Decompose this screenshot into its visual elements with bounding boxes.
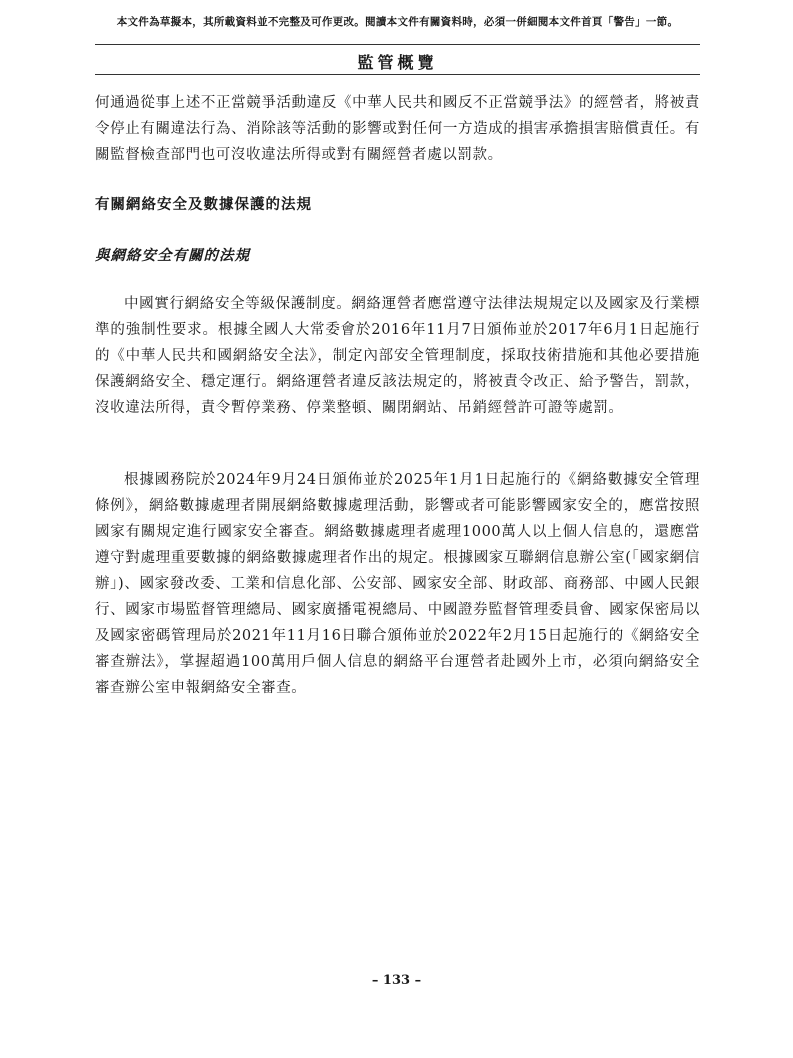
paragraph-network-data-regulation: 根據國務院於2024年9月24日頒佈並於2025年1月1日起施行的《網絡數據安全管理條例》，網絡數據處理者開展網絡數據處理活動，影響或者可能影響國家安全的，應當按照國家有關規定進行國家安全審查。網絡數據處理者處理1000萬人以上個人信息的，還應當遵守對處理重要數據的網絡數據處理者作出的規定。根據國家互聯網信息辦公室(「國家網信辦」)、國家發改委、工業和信息化部、公安部、國家安全部、財政部、商務部、中國人民銀行、國家市場監督管理總局、國家廣播電視總局、中國證券監督管理委員會、國家保密局以及國家密碼管理局於2021年11月16日聯合頒佈並於2022年2月15日起施行的《網絡安全審查辦法》，掌握超過100萬用戶個人信息的網絡平台運營者赴國外上市，必須向網絡安全審查辦公室申報網絡安全審查。 <box>95 472 700 696</box>
section-title: 監管概覽 <box>357 53 438 72</box>
draft-disclaimer: 本文件為草擬本，其所載資料並不完整及可作更改。閱讀本文件有關資料時，必須一併細閱本文件首頁「警告」一節。 <box>116 16 679 28</box>
header-rule-bottom <box>95 74 700 75</box>
intro-paragraph: 何通過從事上述不正當競爭活動違反《中華人民共和國反不正當競爭法》的經營者，將被責令停止有關違法行為、消除該等活動的影響或對任何一方造成的損害承擔損害賠償責任。有關監督檢查部門也可沒收違法所得或對有關經營者處以罰款。 <box>95 95 700 163</box>
subsection-heading: 與網絡安全有關的法規 <box>95 247 250 264</box>
section-heading: 有關網絡安全及數據保護的法規 <box>95 196 312 213</box>
header-rule-top <box>95 44 700 45</box>
paragraph-cybersecurity-law: 中國實行網絡安全等級保護制度。網絡運營者應當遵守法律法規規定以及國家及行業標準的強制性要求。根據全國人大常委會於2016年11月7日頒佈並於2017年6月1日起施行的《中華人民共和國網絡安全法》，制定內部安全管理制度，採取技術措施和其他必要措施保護網絡安全、穩定運行。網絡運營者違反該法規定的，將被責令改正、給予警告，罰款，沒收違法所得，責令暫停業務、停業整頓、關閉網站、吊銷經營許可證等處罰。 <box>95 296 700 416</box>
page-number: – 133 – <box>371 973 422 988</box>
